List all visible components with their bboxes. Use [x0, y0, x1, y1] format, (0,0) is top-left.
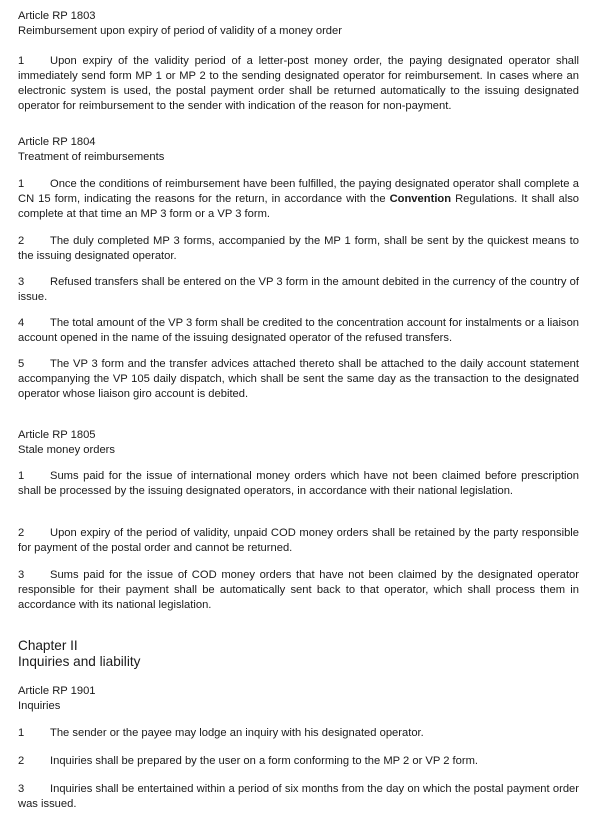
paragraph-number: 1 [18, 727, 25, 739]
paragraph-text: Inquiries shall be entertained within a period of six months from the day on which the postal payment order was issued. [18, 783, 579, 810]
bold-term: Convention [389, 193, 452, 205]
article-heading [18, 428, 579, 458]
article-heading [18, 684, 579, 714]
paragraph-text: Inquiries shall be prepared by the user on a form conforming to the MP 2 or VP 2 form. [50, 755, 479, 767]
paragraph-number: 1 [18, 178, 25, 190]
paragraph-number: 4 [18, 317, 25, 329]
paragraph-number: 1 [18, 470, 25, 482]
chapter-heading [18, 638, 579, 670]
paragraph [18, 54, 579, 114]
article-heading [18, 9, 579, 39]
chapter-label: Chapter II [18, 638, 78, 653]
paragraph-number: 3 [18, 569, 25, 581]
article-heading [18, 135, 579, 165]
paragraph-text: Regulations. It shall also complete at that time an MP 3 form or a VP 3 form. [18, 193, 580, 220]
paragraph [18, 275, 579, 305]
paragraph [18, 357, 579, 402]
paragraph [18, 177, 579, 222]
article-title: Reimbursement upon expiry of period of validity of a money order [18, 25, 342, 37]
paragraph-number: 1 [18, 55, 25, 67]
article-title: Treatment of reimbursements [18, 151, 165, 163]
article-number: Article RP 1805 [18, 429, 96, 441]
article-number: Article RP 1901 [18, 685, 96, 697]
paragraph-text: The duly completed MP 3 forms, accompanied by the MP 1 form, shall be sent by the quickest means to the issuing designated operator. [18, 235, 579, 262]
paragraph [18, 782, 579, 812]
paragraph-text: The VP 3 form and the transfer advices attached thereto shall be attached to the daily account statement accompanying the VP 105 daily dispatch, which shall be sent the same day as the transaction to the designated operator whose liaison giro account is debited. [18, 358, 579, 400]
paragraph-text: Sums paid for the issue of COD money orders that have not been claimed by the designated operator responsible for their payment shall be automatically sent back to that operator, which shall process them in accordance with its national legislation. [18, 569, 579, 611]
paragraph [18, 234, 579, 264]
paragraph-number: 2 [18, 755, 25, 767]
paragraph-number: 3 [18, 783, 25, 795]
paragraph [18, 469, 579, 499]
article-title: Stale money orders [18, 444, 116, 456]
paragraph-text: The total amount of the VP 3 form shall be credited to the concentration account for instalments or a liaison account opened in the name of the issuing designated operator of the refused transfers. [18, 317, 580, 344]
paragraph-number: 2 [18, 527, 25, 539]
paragraph-text: Once the conditions of reimbursement have been fulfilled, the paying designated operator shall complete a CN 15 form, indicating the reasons for the return, in accordance with the [18, 178, 579, 205]
paragraph [18, 526, 579, 556]
paragraph-number: 2 [18, 235, 25, 247]
paragraph [18, 754, 579, 769]
paragraph-text: Sums paid for the issue of international money orders which have not been claimed before prescription shall be processed by the issuing designated operators, in accordance with their national legislation. [18, 470, 579, 497]
paragraph [18, 316, 579, 346]
paragraph [18, 726, 579, 741]
article-title: Inquiries [18, 700, 61, 712]
paragraph-text: Upon expiry of the period of validity, unpaid COD money orders shall be retained by the party responsible for payment of the postal order and cannot be returned. [18, 527, 579, 554]
article-number: Article RP 1804 [18, 136, 96, 148]
article-number: Article RP 1803 [18, 10, 96, 22]
paragraph-number: 3 [18, 276, 25, 288]
paragraph-text: Refused transfers shall be entered on the VP 3 form in the amount debited in the currency of the country of issue. [18, 276, 579, 303]
paragraph-text: The sender or the payee may lodge an inquiry with his designated operator. [50, 727, 424, 739]
paragraph-number: 5 [18, 358, 25, 370]
paragraph-text: Upon expiry of the validity period of a letter-post money order, the paying designated operator shall immediately send form MP 1 or MP 2 to the sending designated operator for reimbursement. In cases where an electronic system is used, the postal payment order shall be returned automatically to the issuing designated operator for reimbursement to the sender with indication of the reason for non-payment. [18, 55, 579, 112]
chapter-title: Inquiries and liability [18, 654, 141, 669]
paragraph [18, 568, 579, 613]
